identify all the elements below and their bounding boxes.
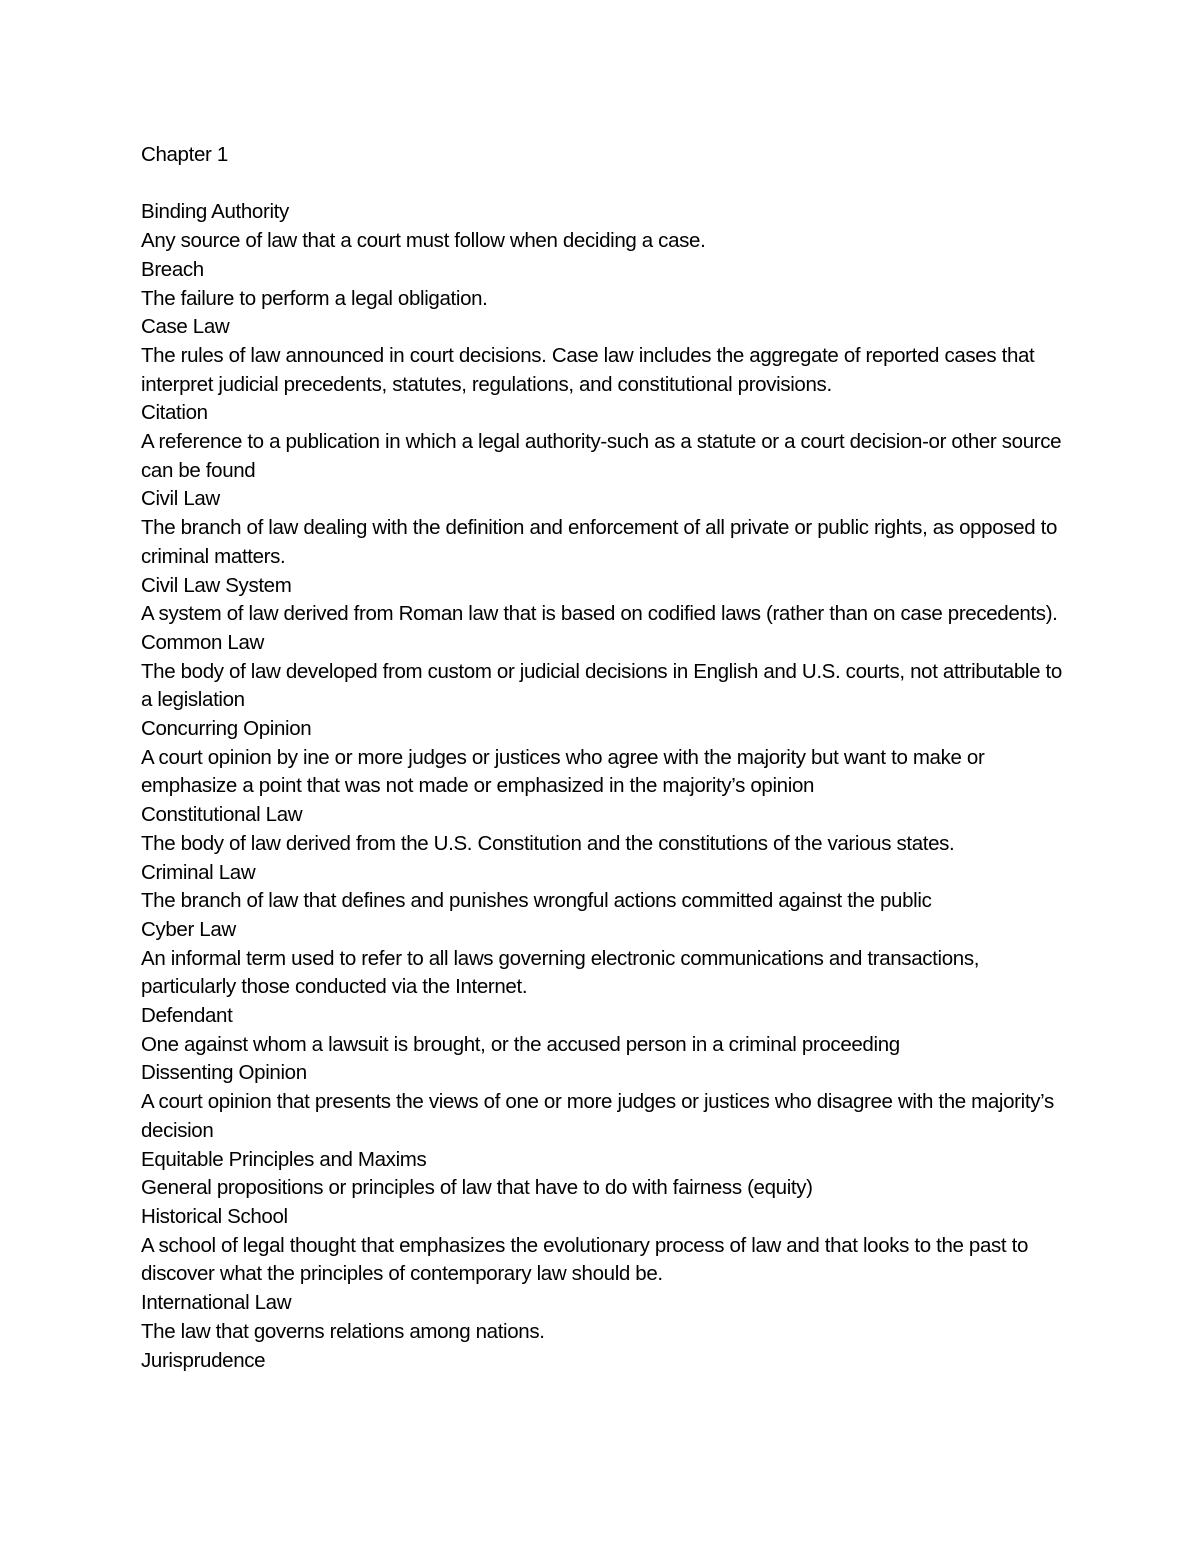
glossary-entry [141,1289,1071,1346]
chapter-title: Chapter 1 [141,143,228,166]
glossary-entry [141,629,1071,715]
glossary-definition: The rules of law announced in court decisions. Case law includes the aggregate of reported cases that interpret judicial precedents, statutes, regulations, and constitutional provisions. [141,343,1035,396]
glossary-term: Breach [141,257,204,281]
glossary-definition: A court opinion that presents the views of one or more judges or justices who disagree with the majority’s decision [141,1090,1054,1142]
glossary-definition: An informal term used to refer to all laws governing electronic communications and transactions, particularly those conducted via the Internet. [141,946,980,999]
glossary-term: Defendant [141,1004,233,1028]
glossary-definition: General propositions or principles of law that have to do with fairness (equity) [141,1176,813,1200]
glossary-definition: A reference to a publication in which a legal authority-such as a statute or a court decision-or other source can be found [141,430,1062,482]
glossary-definition: A school of legal thought that emphasizes the evolutionary process of law and that looks to the past to discover what the principles of contemporary law should be. [141,1233,1029,1286]
glossary-entry [141,1059,1071,1145]
glossary-term: International Law [141,1291,292,1315]
glossary-term: Citation [141,401,208,425]
glossary-term: Cyber Law [141,917,236,941]
glossary-entry [141,1347,1071,1376]
glossary-definition: A court opinion by ine or more judges or justices who agree with the majority but want to make or emphasize a point that was not made or emphasized in the majority’s opinion [141,745,985,798]
glossary-definition: The law that governs relations among nations. [141,1319,545,1343]
glossary-term: Binding Authority [141,200,289,224]
glossary-entry [141,1002,1071,1059]
glossary-definition: One against whom a lawsuit is brought, or the accused person in a criminal proceeding [141,1032,900,1056]
glossary-entry [141,1146,1071,1203]
glossary-term: Concurring Opinion [141,717,312,741]
glossary-definition: The failure to perform a legal obligation. [141,286,488,310]
glossary-term: Jurisprudence [141,1348,266,1372]
glossary-term: Criminal Law [141,860,256,884]
glossary-entry [141,801,1071,858]
glossary-list [141,198,1071,1375]
glossary-definition: The branch of law that defines and punishes wrongful actions committed against the public [141,889,932,913]
glossary-entry [141,313,1071,399]
glossary-entry [141,859,1071,916]
glossary-entry [141,715,1071,801]
glossary-term: Dissenting Opinion [141,1061,307,1085]
glossary-entry [141,916,1071,1002]
glossary-definition: Any source of law that a court must follow when deciding a case. [141,229,706,253]
glossary-term: Civil Law System [141,573,292,597]
glossary-entry [141,198,1071,255]
glossary-term: Constitutional Law [141,803,303,827]
glossary-definition: The body of law derived from the U.S. Constitution and the constitutions of the various states. [141,831,955,855]
glossary-entry [141,485,1071,571]
glossary-term: Civil Law [141,487,220,511]
glossary-entry [141,1203,1071,1289]
glossary-entry [141,572,1071,629]
glossary-term: Equitable Principles and Maxims [141,1147,427,1171]
glossary-term: Case Law [141,315,230,339]
glossary-entry [141,399,1071,485]
glossary-entry [141,256,1071,313]
glossary-definition: The branch of law dealing with the definition and enforcement of all private or public rights, as opposed to criminal matters. [141,516,1058,568]
document-content [141,141,1071,1375]
glossary-term: Historical School [141,1205,288,1228]
glossary-definition: A system of law derived from Roman law that is based on codified laws (rather than on case precedents). [141,602,1058,626]
glossary-term: Common Law [141,630,264,654]
glossary-definition: The body of law developed from custom or judicial decisions in English and U.S. courts, not attributable to a legislation [141,659,1062,712]
